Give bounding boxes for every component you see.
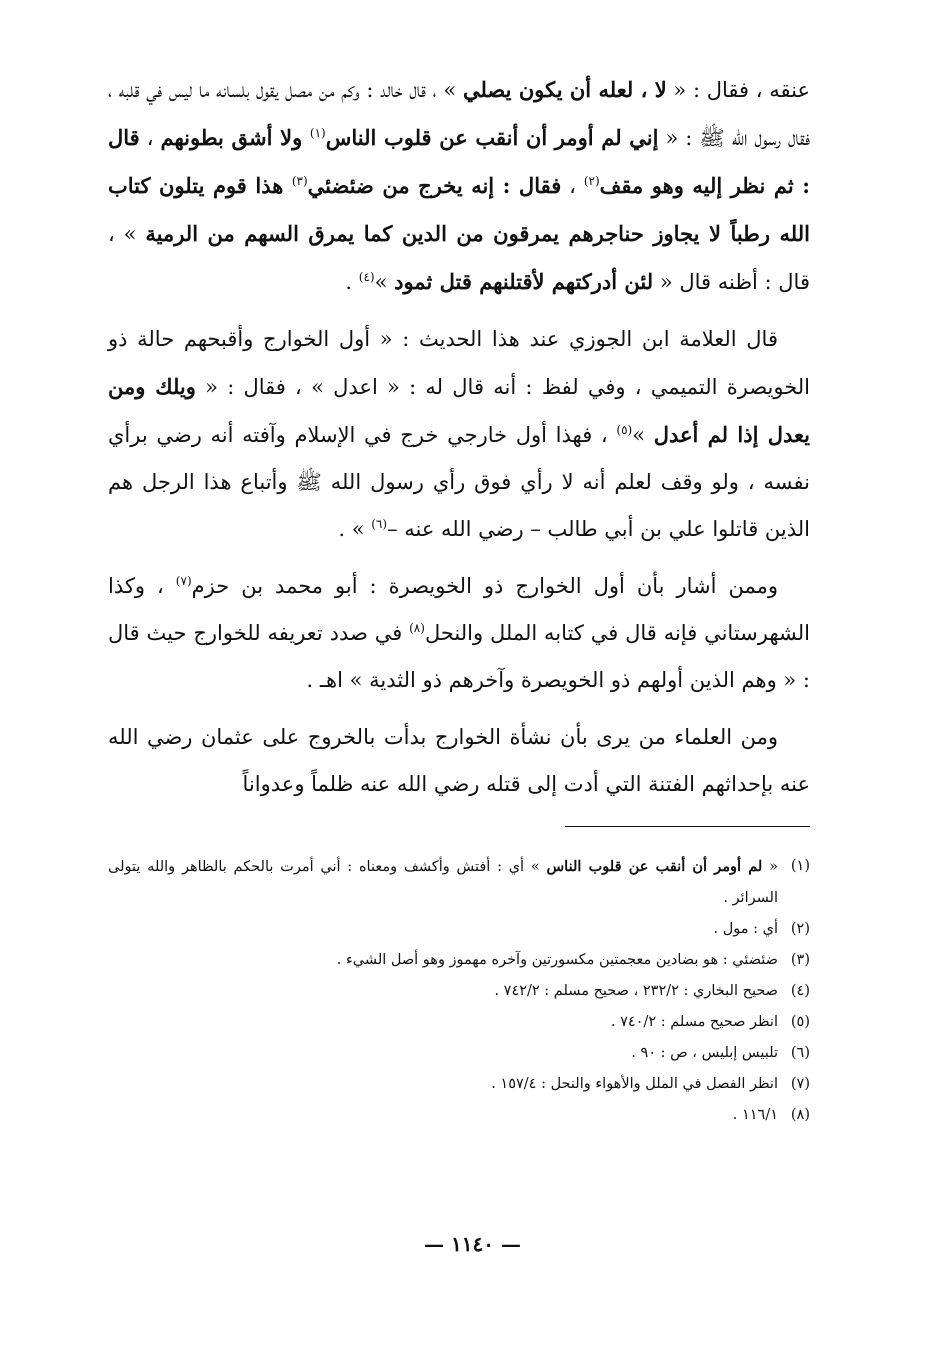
text-run: انظر صحيح مسلم : ٧٤٠/٢ .	[610, 1014, 778, 1030]
text-run: ضئضئي : هو بضادين معجمتين مكسورتين وآخره مهموز وهو أصل الشيء .	[336, 952, 778, 968]
text-run: » ، قال : أظنه قال «	[108, 222, 810, 294]
page-body	[108, 66, 810, 1131]
text-run: انظر الفصل في الملل والأهواء والنحل : ١٥٧/٤ .	[491, 1076, 778, 1092]
text-run: قال العلامة ابن الجوزي عند هذا الحديث : « أول الخوارج وأقبحهم حالة ذو الخويصرة التميمي ، وفي لفظ : أنه قال له : « اعدل » ، فقال : «	[108, 327, 811, 399]
footnote-ref: (٤)	[358, 270, 375, 284]
footnote-text	[108, 851, 778, 914]
bold-text: ويلك ومن يعدل إذا لم أعدل	[108, 374, 810, 447]
footnote-ref: (١)	[309, 126, 326, 140]
text-run: عنقه ، فقال : «	[666, 78, 810, 102]
bold-text: لا ، لعله أن يكون يصلي	[462, 77, 667, 102]
footnote-number: (١)	[790, 858, 810, 874]
footnote-number: (٧)	[790, 1076, 810, 1092]
footnote-text	[108, 914, 778, 945]
footnote-ref: (٨)	[409, 621, 425, 635]
text-run: » أي : أفتش وأكشف ومعناه : أني أمرت بالحكم بالظاهر والله يتولى السرائر .	[108, 859, 778, 906]
bold-text: لئن أدركتهم لأقتلنهم قتل ثمود	[394, 269, 654, 294]
footnote	[108, 1100, 810, 1131]
text-run: ، فهذا أول خارجي خرج في الإسلام وآفته أنه رضي برأي نفسه ، ولو وقف لعلم أنه لا رأي فوق رأي رسول الله ﷺ وأتباع هذا الرجل هم الذين قاتلوا علي بن أبي طالب – رضي الله عنه –	[108, 423, 810, 541]
text-run: وممن أشار بأن أول الخوارج ذو الخويصرة : أبو محمد بن حزم	[191, 574, 779, 598]
text-run: تلبيس إبليس ، ص : ٩٠ .	[631, 1045, 778, 1061]
footnote	[108, 851, 810, 914]
footnote-text	[108, 1007, 778, 1038]
text-run: ،	[139, 126, 161, 150]
footnotes	[108, 851, 810, 1131]
footnote	[108, 914, 810, 945]
footnote	[108, 1069, 810, 1100]
bold-text: ولا أشق بطونهم	[160, 125, 310, 150]
text-run: » .	[338, 517, 372, 541]
text-run: صحيح البخاري : ٢٣٢/٢ ، صحيح مسلم : ٧٤٢/٢ .	[494, 983, 778, 999]
text-run: ومن العلماء من يرى بأن نشأة الخوارج بدأت بالخروج على عثمان رضي الله عنه بإحداثهم الفتنة التي أدت إلى قتله رضي الله عنه ظلماً وعدواناً	[108, 725, 810, 796]
footnote	[108, 1007, 810, 1038]
text-run: ١١٦/١ .	[732, 1107, 778, 1123]
footnote-ref: (٢)	[583, 174, 600, 188]
footnote	[108, 945, 810, 976]
footnote-text	[108, 945, 778, 976]
footnote-ref: (٥)	[616, 423, 633, 437]
footnote-ref: (٣)	[291, 174, 308, 188]
paragraph	[108, 714, 810, 808]
footnote-number: (٦)	[790, 1045, 810, 1061]
footnote-number: (٢)	[790, 921, 810, 937]
text-run: «	[762, 859, 778, 875]
footnote	[108, 976, 810, 1007]
footnote-number: (٨)	[790, 1107, 810, 1123]
footnote-text	[108, 1069, 778, 1100]
text-run: » ، قال خالد : وكم من مصل يقول بلسانه ما ليس في قلبه ، فقال رسول الله ﷺ : «	[108, 78, 810, 150]
bold-text: هذا قوم يتلون كتاب الله رطباً لا يجاوز حناجرهم يمرقون من الدين كما يمرق السهم من الرمية	[108, 173, 810, 246]
footnote-text	[108, 1100, 778, 1131]
bold-text: إني لم أومر أن أنقب عن قلوب الناس	[325, 125, 659, 150]
paragraph	[108, 316, 810, 553]
text-run: أي : مول .	[713, 921, 778, 937]
text-run: ،	[561, 174, 584, 198]
footnote-ref: (٧)	[175, 574, 192, 588]
footnote-number: (٣)	[790, 952, 810, 968]
footnote-number: (٥)	[790, 1014, 810, 1030]
paragraph	[108, 66, 810, 306]
text-run: ، وكذا الشهرستاني فإنه قال في كتابه الملل والنحل	[108, 574, 811, 645]
footnote-number: (٤)	[790, 983, 810, 999]
bold-text: قال : ثم نظر إليه وهو مقف	[108, 125, 810, 198]
footnote	[108, 1038, 810, 1069]
text-run: في صدد تعريفه للخوارج حيث قال : « وهم الذين أولهم ذو الخويصرة وآخرهم ذو الثدية » اهـ .	[108, 621, 810, 692]
bold-text: لم أومر أن أنقب عن قلوب الناس	[546, 858, 763, 875]
main-text	[108, 66, 810, 808]
bold-text: فقال : إنه يخرج من ضئضئي	[307, 173, 562, 198]
footnote-text	[108, 1038, 778, 1069]
text-run: »	[632, 423, 654, 447]
footnote-separator	[565, 826, 810, 827]
page-number: — ١١٤٠ —	[424, 1232, 521, 1256]
footnote-text	[108, 976, 778, 1007]
text-run: »	[374, 270, 395, 294]
text-run: .	[345, 270, 359, 294]
footnote-ref: (٦)	[371, 517, 388, 531]
paragraph	[108, 563, 810, 704]
